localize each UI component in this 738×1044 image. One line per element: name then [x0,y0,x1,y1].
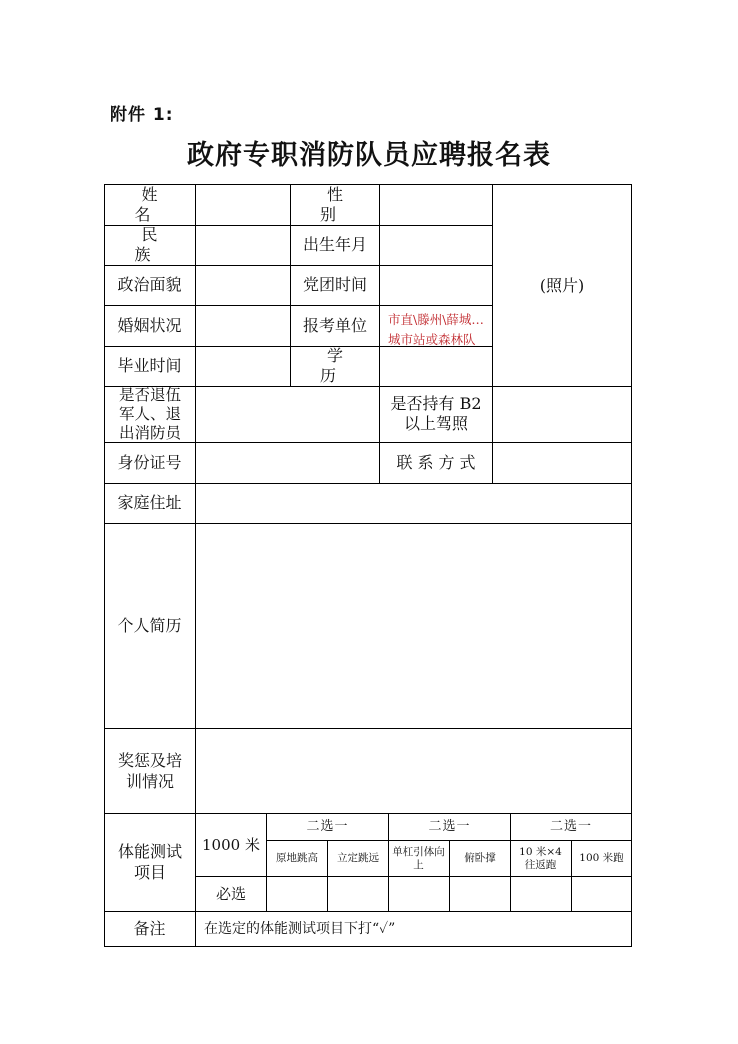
item-standing-jump-high: 原地跳高 [276,852,318,864]
run-1000-label: 1000 米 [202,835,260,854]
gender-field[interactable] [380,185,492,225]
name-field[interactable] [196,185,290,225]
check-shuttle-run[interactable] [511,877,571,911]
graduation-label: 毕业时间 [117,356,182,375]
ethnicity-field[interactable] [196,226,290,265]
choose-one-3: 二选一 [549,818,592,834]
education-field[interactable] [380,347,492,386]
check-standing-jump-high[interactable] [267,877,327,911]
party-time-field[interactable] [380,266,492,305]
birth-field[interactable] [380,226,492,265]
apply-unit-field[interactable] [380,306,492,346]
check-pushup[interactable] [450,877,510,911]
choose-one-1: 二选一 [306,818,349,834]
apply-unit-label: 报考单位 [302,315,367,335]
item-standing-long-jump: 立定跳远 [337,852,379,864]
fitness-label: 体能测试项目 [117,842,182,882]
id-field[interactable] [196,443,379,483]
marital-label: 婚姻状况 [117,315,182,335]
contact-label: 联系方式 [396,452,481,472]
check-standing-long-jump[interactable] [328,877,388,911]
license-label: 是否持有 B2 以上驾照 [390,394,482,433]
contact-field[interactable] [493,443,631,483]
remarks-label: 备注 [133,919,166,938]
political-field[interactable] [196,266,290,305]
political-label: 政治面貌 [117,275,182,294]
photo-area[interactable]: (照片) [539,275,585,295]
resume-label: 个人简历 [117,615,182,635]
apply-unit-value-line2: 城市站或森林队 [388,332,476,347]
awards-field[interactable] [196,729,631,813]
item-shuttle-run: 10 米×4 往返跑 [519,845,562,871]
marital-field[interactable] [196,306,290,346]
gender-label: 性 别 [319,184,357,224]
birth-label: 出生年月 [302,235,367,254]
awards-label: 奖惩及培训情况 [117,750,182,791]
veteran-label: 是否退伍军人、退出消防员 [118,385,181,442]
veteran-field[interactable] [196,387,379,442]
page-title: 政府专职消防队员应聘报名表 [187,140,551,171]
party-time-label: 党团时间 [302,275,367,294]
choose-one-2: 二选一 [428,818,471,834]
attachment-label: 附件 1: [110,105,174,125]
check-100m[interactable] [572,877,631,911]
address-field[interactable] [196,484,631,523]
required-label: 必选 [215,884,246,903]
check-pull-up[interactable] [389,877,449,911]
id-label: 身份证号 [117,452,182,472]
item-pull-up: 单杠引体向上 [392,845,445,871]
item-100m: 100 米跑 [579,852,624,864]
education-label: 学 历 [319,346,357,385]
address-label: 家庭住址 [117,493,182,512]
license-field[interactable] [493,387,631,442]
ethnicity-label: 民 族 [134,225,172,264]
name-label: 姓 名 [134,184,172,224]
remarks-text: 在选定的体能测试项目下打“✓” [204,920,396,937]
graduation-field[interactable] [196,347,290,386]
resume-field[interactable] [196,524,631,728]
apply-unit-value-line1: 市直\滕州\薛城… [388,312,484,327]
item-pushup: 俯卧撑 [464,852,496,864]
